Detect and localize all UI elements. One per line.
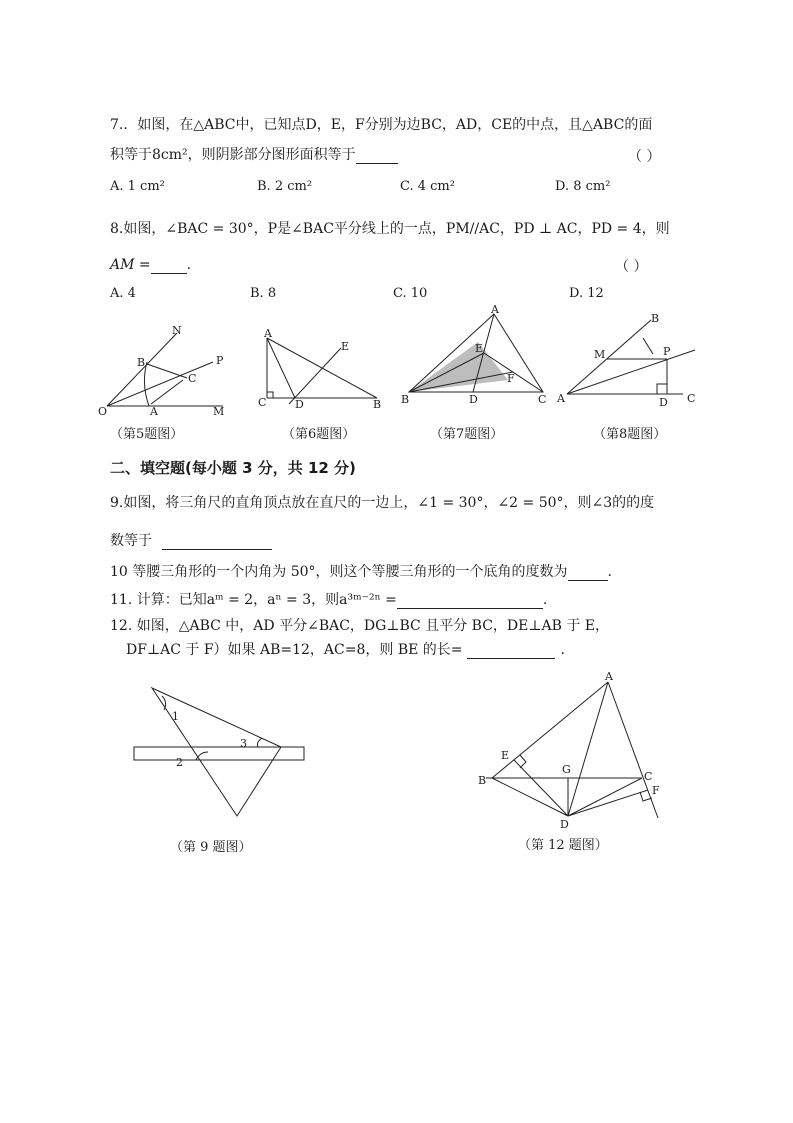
caption-fig8: （第8题图） bbox=[593, 427, 667, 442]
fig8-label-c: C bbox=[687, 392, 696, 405]
figure-5 bbox=[95, 318, 245, 418]
fig9-set-square bbox=[152, 688, 281, 816]
caption-fig7: （第7题图） bbox=[430, 427, 504, 442]
q11-text: 11. 计算：已知aᵐ = 2，aⁿ = 3，则a³ᵐ⁻²ⁿ = bbox=[110, 592, 397, 608]
fig12-label-c: C bbox=[644, 770, 653, 783]
q8-option-b[interactable]: B. 8 bbox=[250, 286, 277, 301]
fig12-label-a: A bbox=[605, 670, 613, 683]
fig12-segment-cd bbox=[568, 778, 642, 816]
fig12-line-ac bbox=[608, 682, 658, 818]
figure-12 bbox=[476, 670, 671, 830]
figure-9 bbox=[128, 680, 313, 820]
q7-option-c[interactable]: C. 4 cm² bbox=[400, 179, 455, 194]
fig7-label-f: F bbox=[507, 372, 515, 385]
q10-answer-blank[interactable] bbox=[568, 566, 608, 581]
fig6-label-a: A bbox=[264, 328, 272, 340]
fig9-label-2: 2 bbox=[176, 756, 183, 769]
section-title-fill-in: 二、填空题(每小题 3 分，共 12 分) bbox=[110, 459, 356, 477]
fig5-label-b: B bbox=[137, 356, 146, 369]
q11-answer-blank[interactable] bbox=[397, 594, 543, 609]
q9-line2-text: 数等于 bbox=[110, 533, 152, 549]
fig12-label-f: F bbox=[652, 784, 660, 797]
fig6-label-d: D bbox=[295, 398, 304, 411]
fig8-ray-ab bbox=[567, 320, 651, 394]
fig12-side-ab bbox=[492, 682, 608, 778]
fig12-label-e: E bbox=[501, 749, 510, 762]
fig6-label-b: B bbox=[373, 398, 382, 411]
q8-paren: （ ） bbox=[615, 259, 648, 275]
q8-period: . bbox=[186, 257, 192, 273]
caption-fig9: （第 9 题图） bbox=[170, 840, 252, 855]
fig8-label-a: A bbox=[557, 392, 565, 405]
q11-line bbox=[110, 591, 547, 609]
fig6-right-angle bbox=[267, 392, 273, 398]
q7-option-a[interactable]: A. 1 cm² bbox=[110, 179, 165, 194]
q12-line2-text: DF⊥AC 于 F）如果 AB=12，AC=8，则 BE 的长= bbox=[126, 642, 463, 658]
q8-line1: 8.如图，∠BAC = 30°，P是∠BAC平分线上的一点，PM//AC，PD ⊥ AC，PD = 4，则 bbox=[110, 221, 670, 237]
q8-answer-blank[interactable] bbox=[151, 259, 187, 274]
fig12-label-g: G bbox=[562, 763, 571, 776]
fig7-label-c: C bbox=[538, 393, 547, 406]
q8-option-a[interactable]: A. 4 bbox=[110, 286, 136, 301]
q12-period: . bbox=[560, 642, 565, 658]
fig6-label-e: E bbox=[341, 340, 350, 353]
fig9-angle3-arc bbox=[258, 738, 263, 747]
fig12-segment-bd bbox=[492, 778, 568, 816]
fig6-line-de bbox=[289, 348, 341, 404]
fig9-label-1: 1 bbox=[172, 710, 179, 723]
q12-answer-blank[interactable] bbox=[467, 644, 555, 659]
fig8-label-b: B bbox=[651, 312, 660, 325]
q7-line1: 7.．如图，在△ABC中，已知点D，E，F分别为边BC，AD，CE的中点，且△ABC的面 bbox=[110, 117, 653, 133]
q9-line1: 9.如图，将三角尺的直角顶点放在直尺的一边上，∠1 = 30°，∠2 = 50°，则∠3的的度 bbox=[110, 495, 655, 511]
fig8-label-m: M bbox=[594, 348, 606, 361]
q12-line1: 12. 如图，△ABC 中，AD 平分∠BAC，DG⊥BC 且平分 BC，DE⊥AB 于 E， bbox=[110, 618, 610, 634]
caption-fig12: （第 12 题图） bbox=[518, 838, 608, 853]
caption-fig5: （第5题图） bbox=[110, 427, 184, 442]
fig5-ray-on bbox=[107, 333, 177, 406]
figure-7 bbox=[398, 304, 558, 409]
q7-option-d[interactable]: D. 8 cm² bbox=[555, 179, 611, 194]
q7-answer-blank[interactable] bbox=[356, 149, 398, 164]
fig5-label-n: N bbox=[172, 324, 182, 337]
fig8-label-d: D bbox=[659, 396, 668, 409]
fig5-label-p: P bbox=[216, 354, 224, 367]
q12-line2 bbox=[126, 641, 565, 659]
fig9-label-3: 3 bbox=[240, 737, 247, 750]
q10-text: 10 等腰三角形的一个内角为 50°，则这个等腰三角形的一个底角的度数为 bbox=[110, 564, 568, 580]
fig12-segment-ed bbox=[514, 760, 568, 816]
q8-line2-text: AM = bbox=[110, 257, 151, 273]
fig5-segment-bc bbox=[147, 364, 187, 378]
figure-6 bbox=[255, 328, 385, 413]
fig5-segment-ac bbox=[151, 380, 183, 404]
fig5-label-a: A bbox=[150, 405, 158, 418]
fig12-label-d: D bbox=[560, 818, 569, 830]
fig12-bisector-ad bbox=[568, 682, 608, 816]
fig7-label-a: A bbox=[491, 304, 499, 316]
fig6-segment-ad bbox=[267, 338, 295, 398]
fig8-bisector-ap bbox=[567, 350, 695, 394]
q8-option-c[interactable]: C. 10 bbox=[393, 286, 428, 301]
fig5-label-o: O bbox=[98, 405, 108, 418]
fig12-right-angle-e bbox=[520, 755, 526, 768]
fig5-label-m: M bbox=[213, 405, 225, 418]
fig8-right-angle bbox=[657, 384, 667, 394]
q7-line2 bbox=[110, 146, 398, 164]
fig7-label-e: E bbox=[475, 342, 484, 355]
fig9-ruler bbox=[134, 747, 304, 760]
q7-line2-text: 积等于8cm²，则阴影部分图形面积等于 bbox=[110, 147, 356, 163]
fig12-label-b: B bbox=[478, 774, 487, 787]
fig7-label-d: D bbox=[469, 393, 478, 406]
q9-line2 bbox=[110, 532, 272, 550]
q10-period: . bbox=[607, 564, 612, 580]
q9-answer-blank[interactable] bbox=[162, 535, 272, 550]
caption-fig6: （第6题图） bbox=[282, 427, 356, 442]
fig8-arrow bbox=[643, 338, 653, 354]
fig7-label-b: B bbox=[401, 393, 410, 406]
q10-line bbox=[110, 563, 612, 581]
fig5-arc bbox=[144, 362, 149, 406]
figure-8 bbox=[555, 310, 705, 410]
q7-paren: （ ） bbox=[628, 149, 661, 165]
fig12-segment-df bbox=[568, 790, 648, 816]
fig5-label-c: C bbox=[188, 372, 197, 385]
fig9-angle2-arc bbox=[196, 752, 208, 760]
fig8-label-p: P bbox=[663, 345, 671, 358]
q8-line2 bbox=[110, 256, 191, 274]
q11-period: . bbox=[542, 592, 548, 608]
fig6-label-c: C bbox=[258, 396, 267, 409]
q7-option-b[interactable]: B. 2 cm² bbox=[257, 179, 313, 194]
q8-option-d[interactable]: D. 12 bbox=[569, 286, 604, 301]
